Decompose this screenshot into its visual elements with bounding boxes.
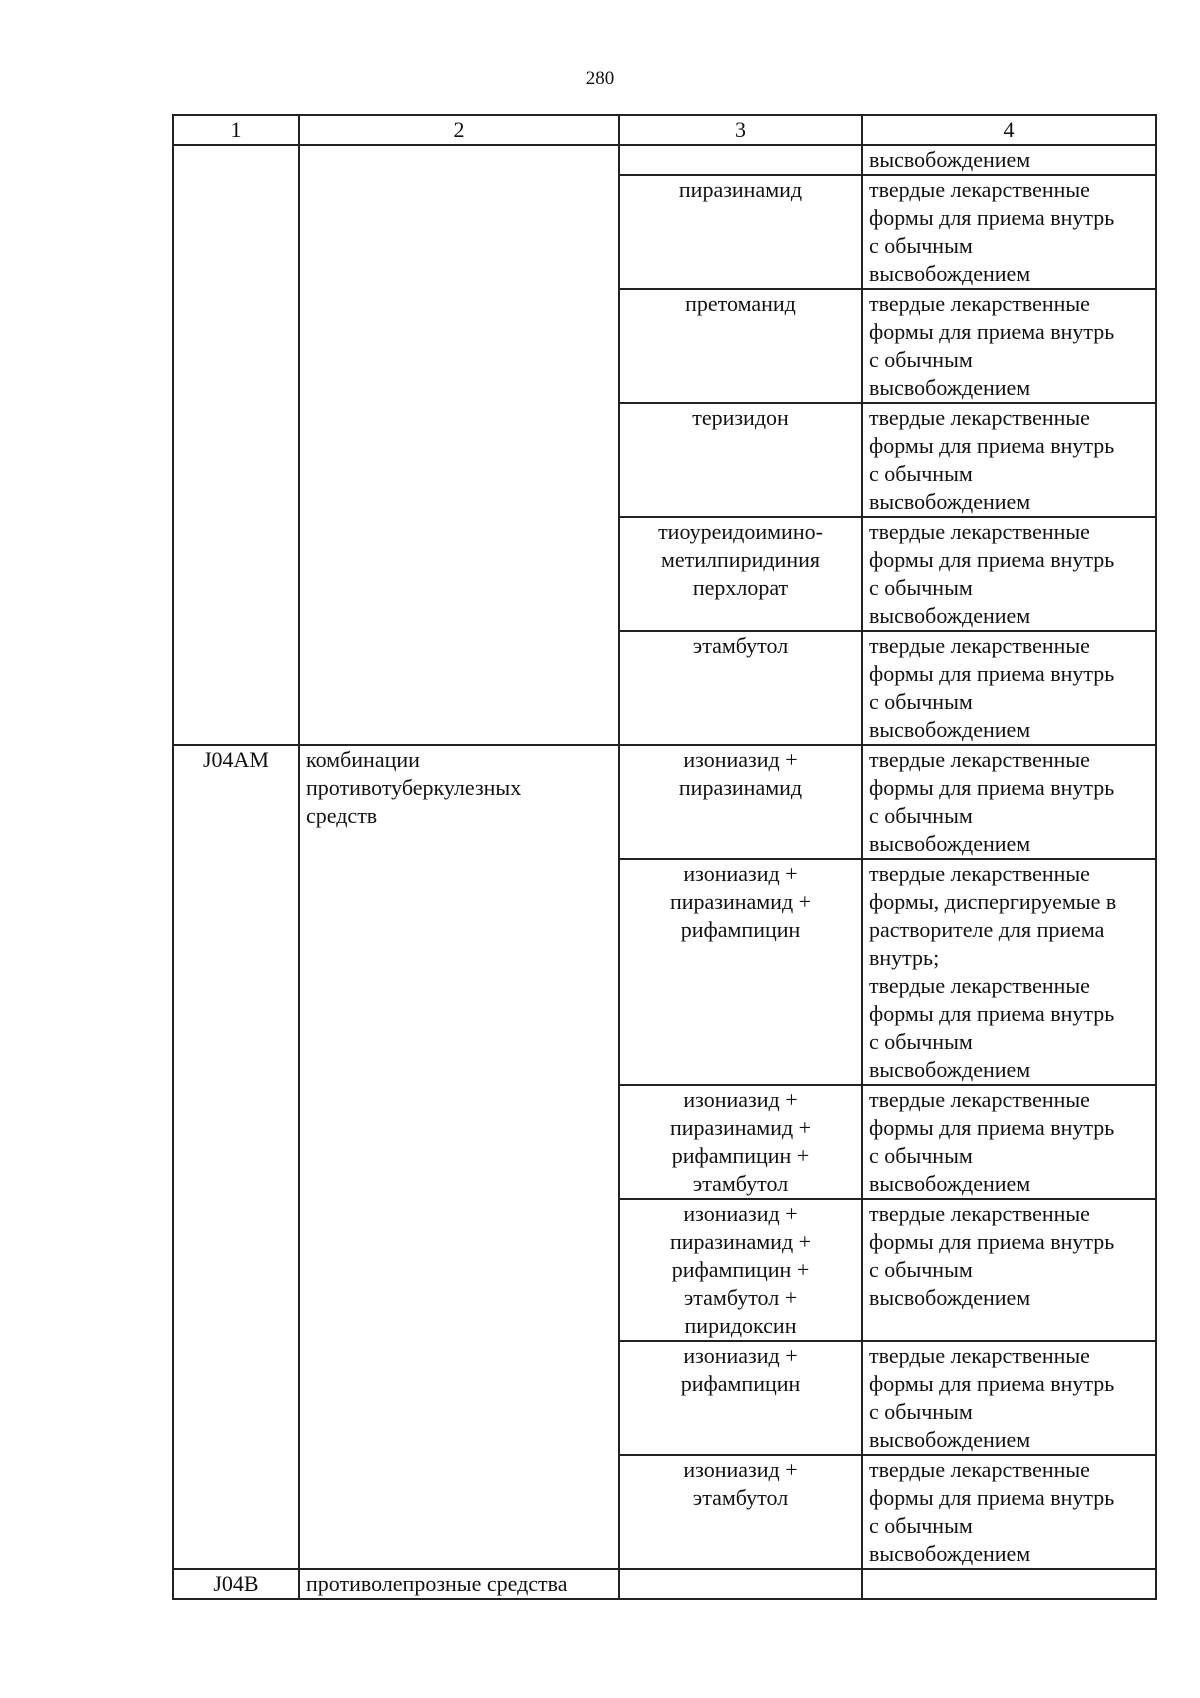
drug-name-cell (619, 631, 862, 745)
code-cell (173, 631, 299, 745)
drug-name-line: этамбутол (692, 633, 789, 658)
drug-name-cell (619, 1085, 862, 1199)
column-header: 4 (862, 115, 1156, 145)
drug-name-cell (619, 145, 862, 175)
code-cell (173, 859, 299, 1085)
drug-name-cell (619, 1199, 862, 1341)
drug-name-line: рифампицин + (671, 1257, 810, 1282)
dosage-form-line: высвобождением (869, 717, 1031, 742)
dosage-form-line: высвобождением (869, 261, 1031, 286)
code-cell (173, 403, 299, 517)
dosage-form-cell (862, 289, 1156, 403)
dosage-form-cell (862, 1455, 1156, 1569)
dosage-form-line: твердые лекарственные (869, 633, 1090, 658)
dosage-form-line: с обычным (869, 347, 973, 372)
dosage-form-line: с обычным (869, 1399, 973, 1424)
drug-name-line: перхлорат (692, 575, 789, 600)
drug-name-line: изониазид + (683, 747, 798, 772)
code-cell (173, 745, 299, 859)
dosage-form-line: высвобождением (869, 1171, 1031, 1196)
dosage-form-line: твердые лекарственные (869, 973, 1090, 998)
group-name-cell (299, 745, 619, 859)
drug-name-line: этамбутол + (683, 1285, 798, 1310)
drug-name-line: пиразинамид + (669, 1229, 812, 1254)
code-cell (173, 1569, 299, 1599)
table-row (173, 1085, 1156, 1199)
dosage-form-line: с обычным (869, 1029, 973, 1054)
code-cell (173, 1199, 299, 1341)
dosage-form-line: твердые лекарственные (869, 1457, 1090, 1482)
table-row (173, 289, 1156, 403)
dosage-form-line: высвобождением (869, 1057, 1031, 1082)
group-name-cell (299, 631, 619, 745)
column-header: 2 (299, 115, 619, 145)
code-cell (173, 175, 299, 289)
dosage-form-line: твердые лекарственные (869, 405, 1090, 430)
group-name-cell (299, 859, 619, 1085)
dosage-form-line: формы для приема внутрь (869, 205, 1115, 230)
dosage-form-cell (862, 1569, 1156, 1599)
dosage-form-line: твердые лекарственные (869, 861, 1090, 886)
group-name-line: комбинации (306, 747, 420, 772)
dosage-form-line: высвобождением (869, 1427, 1031, 1452)
group-name-line: средств (306, 803, 378, 828)
drug-name-cell (619, 175, 862, 289)
group-name-cell (299, 175, 619, 289)
dosage-form-line: высвобождением (869, 147, 1031, 172)
medication-table (172, 114, 1157, 1600)
dosage-form-line: с обычным (869, 1513, 973, 1538)
dosage-form-line: формы, диспергируемые в (869, 889, 1117, 914)
dosage-form-line: с обычным (869, 233, 973, 258)
drug-name-line: тиоуреидоимино- (658, 519, 823, 544)
dosage-form-cell (862, 859, 1156, 1085)
code-cell (173, 145, 299, 175)
code-cell (173, 1085, 299, 1199)
column-header: 1 (173, 115, 299, 145)
drug-name-line: этамбутол (692, 1171, 789, 1196)
dosage-form-line: формы для приема внутрь (869, 1485, 1115, 1510)
drug-name-line: рифампицин (680, 1371, 801, 1396)
dosage-form-line: высвобождением (869, 375, 1031, 400)
group-name-cell (299, 1455, 619, 1569)
dosage-form-line: твердые лекарственные (869, 291, 1090, 316)
group-name-cell (299, 289, 619, 403)
page-number: 280 (585, 68, 615, 89)
table-row (173, 745, 1156, 859)
drug-name-line: этамбутол (692, 1485, 789, 1510)
code-cell (173, 517, 299, 631)
group-name-cell (299, 145, 619, 175)
table-row (173, 631, 1156, 745)
drug-name-cell (619, 289, 862, 403)
drug-name-line: пиразинамид (678, 177, 803, 202)
drug-name-line: теризидон (692, 405, 789, 430)
dosage-form-cell (862, 745, 1156, 859)
drug-name-line: рифампицин + (671, 1143, 810, 1168)
dosage-form-line: высвобождением (869, 831, 1031, 856)
dosage-form-cell (862, 403, 1156, 517)
dosage-form-line: формы для приема внутрь (869, 433, 1115, 458)
dosage-form-line: формы для приема внутрь (869, 661, 1115, 686)
dosage-form-line: высвобождением (869, 1541, 1031, 1566)
dosage-form-line: твердые лекарственные (869, 519, 1090, 544)
drug-name-cell (619, 1455, 862, 1569)
dosage-form-line: растворителе для приема (869, 917, 1105, 942)
drug-name-cell (619, 517, 862, 631)
dosage-form-line: с обычным (869, 575, 973, 600)
group-name-cell (299, 1569, 619, 1599)
drug-name-line: изониазид + (683, 1087, 798, 1112)
drug-name-cell (619, 1569, 862, 1599)
dosage-form-line: формы для приема внутрь (869, 1371, 1115, 1396)
drug-name-line: метилпиридиния (660, 547, 820, 572)
dosage-form-cell (862, 517, 1156, 631)
drug-name-line: пиразинамид (678, 775, 803, 800)
dosage-form-line: формы для приема внутрь (869, 319, 1115, 344)
code-cell (173, 1341, 299, 1455)
dosage-form-line: с обычным (869, 461, 973, 486)
dosage-form-line: твердые лекарственные (869, 1201, 1090, 1226)
dosage-form-cell (862, 175, 1156, 289)
table-row (173, 175, 1156, 289)
drug-name-line: изониазид + (683, 1457, 798, 1482)
drug-name-cell (619, 403, 862, 517)
dosage-form-line: твердые лекарственные (869, 1343, 1090, 1368)
dosage-form-cell (862, 1199, 1156, 1341)
table-body (173, 115, 1156, 1599)
table-row (173, 403, 1156, 517)
dosage-form-line: формы для приема внутрь (869, 1229, 1115, 1254)
dosage-form-line: с обычным (869, 1257, 973, 1282)
table-row (173, 1341, 1156, 1455)
group-name-cell (299, 1085, 619, 1199)
dosage-form-line: с обычным (869, 803, 973, 828)
dosage-form-line: твердые лекарственные (869, 1087, 1090, 1112)
dosage-form-line: с обычным (869, 689, 973, 714)
dosage-form-cell (862, 1085, 1156, 1199)
dosage-form-cell (862, 631, 1156, 745)
atc-code: J04B (213, 1571, 259, 1596)
group-name-cell (299, 1341, 619, 1455)
drug-name-cell (619, 1341, 862, 1455)
code-cell (173, 289, 299, 403)
atc-code: J04AM (202, 747, 269, 772)
drug-name-cell (619, 745, 862, 859)
table-row (173, 1199, 1156, 1341)
group-name-line: противолепрозные средства (306, 1571, 568, 1596)
code-cell (173, 1455, 299, 1569)
group-name-cell (299, 1199, 619, 1341)
table-header-row (173, 115, 1156, 145)
drug-name-line: изониазид + (683, 1343, 798, 1368)
table-row (173, 145, 1156, 175)
drug-name-line: изониазид + (683, 1201, 798, 1226)
dosage-form-line: внутрь; (869, 945, 940, 970)
drug-name-cell (619, 859, 862, 1085)
table-row (173, 1455, 1156, 1569)
drug-name-line: претоманид (685, 291, 796, 316)
dosage-form-line: высвобождением (869, 1285, 1031, 1310)
group-name-line: противотуберкулезных (306, 775, 522, 800)
drug-name-line: пиразинамид + (669, 889, 812, 914)
dosage-form-line: формы для приема внутрь (869, 547, 1115, 572)
dosage-form-line: формы для приема внутрь (869, 1115, 1115, 1140)
dosage-form-line: формы для приема внутрь (869, 775, 1115, 800)
dosage-form-line: высвобождением (869, 603, 1031, 628)
dosage-form-line: формы для приема внутрь (869, 1001, 1115, 1026)
dosage-form-cell (862, 145, 1156, 175)
table-row (173, 517, 1156, 631)
dosage-form-line: твердые лекарственные (869, 747, 1090, 772)
group-name-cell (299, 403, 619, 517)
dosage-form-line: с обычным (869, 1143, 973, 1168)
drug-name-line: пиразинамид + (669, 1115, 812, 1140)
dosage-form-line: твердые лекарственные (869, 177, 1090, 202)
dosage-form-line: высвобождением (869, 489, 1031, 514)
drug-name-line: изониазид + (683, 861, 798, 886)
group-name-cell (299, 517, 619, 631)
table-row (173, 859, 1156, 1085)
table-row (173, 1569, 1156, 1599)
drug-name-line: рифампицин (680, 917, 801, 942)
column-header: 3 (619, 115, 862, 145)
drug-name-line: пиридоксин (684, 1313, 797, 1338)
dosage-form-cell (862, 1341, 1156, 1455)
